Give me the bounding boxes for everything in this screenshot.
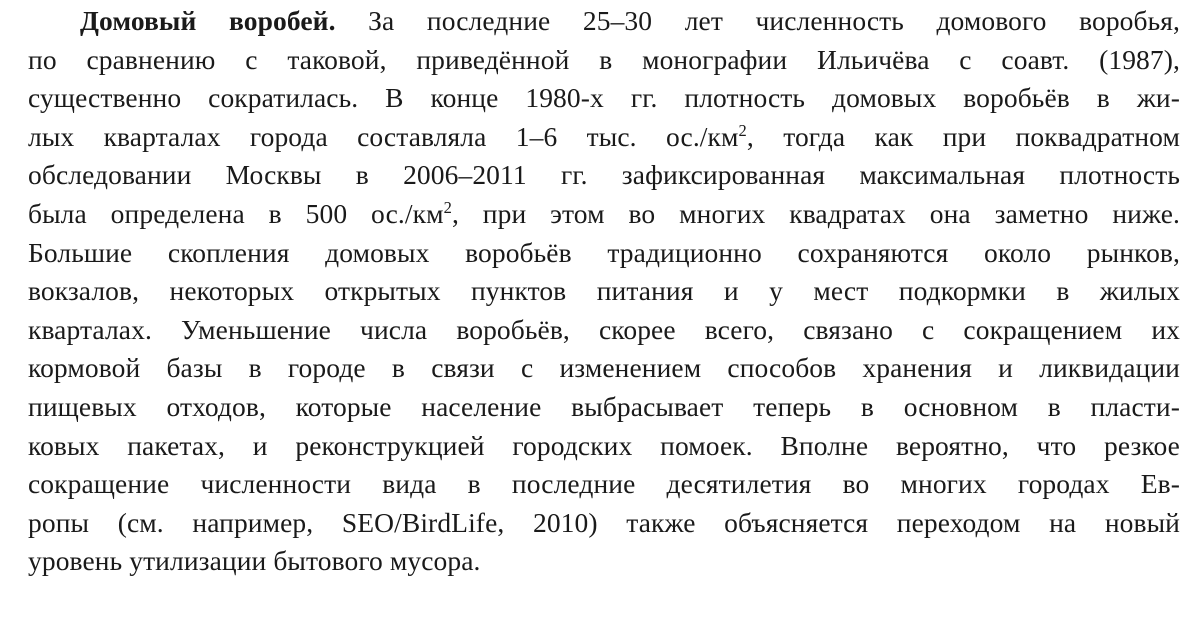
text-line: уровень утилизации бытового мусора. <box>28 545 481 577</box>
text-line <box>28 195 1180 234</box>
text-line-content: была определена в 500 ос./км <box>28 197 444 229</box>
text-line-content: , при этом во многих квадратах она заметно ниже. <box>451 197 1180 229</box>
text-line: ропы (см. например, SEO/BirdLife, 2010) также объясняется переходом на новый <box>28 506 1180 538</box>
text-line-content: , тогда как при поквадратном <box>746 120 1180 152</box>
text-line: ковых пакетах, и реконструкцией городских помоек. Вполне вероятно, что резкое <box>28 429 1180 461</box>
paragraph <box>28 2 1180 581</box>
text-line-content: За последние 25–30 лет численность домового воробья, <box>335 5 1180 36</box>
text-line: по сравнению с таковой, приведённой в монографии Ильичёва с соавт. (1987), <box>28 43 1180 75</box>
text-line <box>28 118 1180 157</box>
text-line: сокращение численности вида в последние десятилетия во многих городах Ев- <box>28 468 1180 500</box>
text-line: кварталах. Уменьшение числа воробьёв, скорее всего, связано с сокращением их <box>28 313 1180 345</box>
text-line-content: лых кварталах города составляла 1–6 тыс. ос./км <box>28 120 739 152</box>
text-line: вокзалов, некоторых открытых пунктов питания и у мест подкормки в жилых <box>28 275 1180 307</box>
text-line: кормовой базы в городе в связи с изменением способов хранения и ликвидации <box>28 352 1180 384</box>
text-line <box>28 2 1180 41</box>
section-heading: Домовый воробей. <box>80 5 336 36</box>
text-line: обследовании Москвы в 2006–2011 гг. зафиксированная максимальная плотность <box>28 159 1180 191</box>
superscript: 2 <box>738 120 747 140</box>
superscript: 2 <box>443 197 452 217</box>
text-line: пищевых отходов, которые население выбрасывает теперь в основном в пласти- <box>28 390 1180 422</box>
text-line: существенно сократилась. В конце 1980-х гг. плотность домовых воробьёв в жи- <box>28 82 1180 114</box>
text-line: Большие скопления домовых воробьёв традиционно сохраняются около рынков, <box>28 236 1180 268</box>
